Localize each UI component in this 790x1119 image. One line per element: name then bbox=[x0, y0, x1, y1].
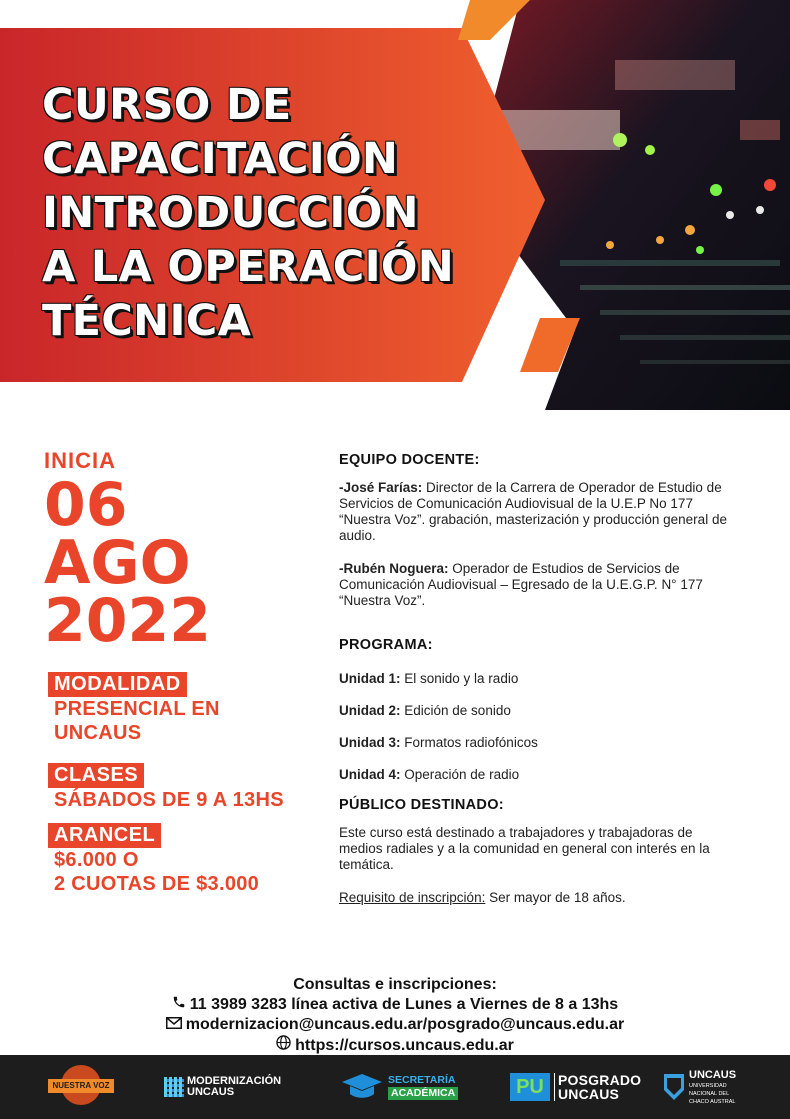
web-link[interactable]: https://cursos.uncaus.edu.ar bbox=[295, 1037, 514, 1054]
clases-block bbox=[48, 763, 284, 812]
title-line: TÉCNICA bbox=[42, 296, 252, 346]
requisito bbox=[339, 890, 739, 906]
publico-text: Este curso está destinado a trabajadores y trabajadoras de medios radiales y a la comunidad en general con interés en la temática. bbox=[339, 825, 710, 872]
uncaus-sub: CHACO AUSTRAL bbox=[689, 1098, 736, 1105]
clases-value bbox=[54, 788, 284, 812]
unit-text: El sonido y la radio bbox=[400, 671, 519, 686]
hero-banner bbox=[0, 0, 790, 410]
arancel-value bbox=[54, 848, 259, 896]
uncaus-sub: UNIVERSIDAD bbox=[689, 1082, 727, 1089]
title-line: A LA OPERACIÓN bbox=[42, 242, 455, 292]
requisito-text: Ser mayor de 18 años. bbox=[485, 890, 626, 905]
phone-icon bbox=[172, 995, 186, 1015]
member-desc: Director de la Carrera de Operador de Estudio de Servicios de Comunicación Audiovisual de la U.E.P No 177 “Nuestra Voz”. grabación, masterización y producción general de audio. bbox=[339, 480, 727, 543]
modalidad-line: UNCAUS bbox=[54, 722, 142, 744]
pos-line: UNCAUS bbox=[558, 1086, 620, 1102]
secretaria-academica-logo bbox=[340, 1055, 458, 1119]
unit-item bbox=[339, 671, 739, 687]
inicia-label: INICIA bbox=[44, 448, 116, 473]
modernizacion-logo bbox=[164, 1055, 281, 1119]
arancel-line: 2 CUOTAS DE $3.000 bbox=[54, 873, 260, 895]
contact-phone-row bbox=[0, 995, 790, 1015]
pu-mark-icon: PU bbox=[510, 1073, 550, 1101]
unit-text: Formatos radiofónicos bbox=[400, 735, 538, 750]
contact-email-row bbox=[0, 1015, 790, 1035]
modalidad-block bbox=[48, 672, 220, 745]
contact-section bbox=[0, 975, 790, 1056]
posgrado-logo bbox=[510, 1055, 641, 1119]
sec-line: ACADÉMICA bbox=[388, 1087, 458, 1100]
email-link[interactable]: modernizacion@uncaus.edu.ar/posgrado@uncaus.edu.ar bbox=[185, 1016, 625, 1033]
member-1 bbox=[339, 480, 739, 544]
start-date bbox=[44, 470, 334, 656]
sec-line: SECRETARÍA bbox=[388, 1074, 456, 1086]
publico-heading: PÚBLICO DESTINADO: bbox=[339, 797, 504, 813]
uncaus-name: UNCAUS bbox=[689, 1068, 737, 1081]
clases-line: SÁBADOS DE 9 A 13HS bbox=[54, 789, 284, 811]
unit-label: Unidad 3: bbox=[339, 735, 401, 750]
uncaus-logo bbox=[664, 1055, 736, 1119]
contact-web-row bbox=[0, 1035, 790, 1056]
date-month: AGO bbox=[44, 528, 191, 598]
footer-logos bbox=[0, 1055, 790, 1119]
member-name: -Rubén Noguera: bbox=[339, 561, 449, 576]
title-line: CURSO DE bbox=[42, 80, 292, 130]
nuestra-voz-text: NUESTRA VOZ bbox=[48, 1079, 114, 1093]
equipo-heading: EQUIPO DOCENTE: bbox=[339, 452, 480, 468]
modalidad-value bbox=[54, 697, 220, 745]
arancel-block bbox=[48, 823, 259, 896]
arancel-line: $6.000 O bbox=[54, 849, 139, 871]
unit-label: Unidad 1: bbox=[339, 671, 401, 686]
course-title bbox=[42, 78, 512, 348]
graduation-cap-icon bbox=[340, 1073, 384, 1101]
uncaus-shield-icon bbox=[664, 1074, 684, 1100]
date-year: 2022 bbox=[44, 586, 211, 656]
unit-label: Unidad 2: bbox=[339, 703, 401, 718]
globe-icon bbox=[276, 1035, 291, 1056]
start-date-block bbox=[44, 448, 334, 656]
unit-text: Operación de radio bbox=[400, 767, 520, 782]
nuestra-voz-logo bbox=[48, 1055, 114, 1119]
contact-title: Consultas e inscripciones: bbox=[293, 976, 497, 993]
phone-text: 11 3989 3283 línea activa de Lunes a Viernes de 8 a 13hs bbox=[189, 996, 619, 1013]
requisito-label: Requisito de inscripción: bbox=[339, 890, 486, 905]
unit-item bbox=[339, 735, 739, 751]
title-line: CAPACITACIÓN bbox=[42, 134, 399, 184]
envelope-icon bbox=[166, 1015, 182, 1035]
arancel-label: ARANCEL bbox=[48, 823, 161, 848]
modalidad-line: PRESENCIAL EN bbox=[54, 698, 220, 720]
member-name: -José Farías: bbox=[339, 480, 423, 495]
member-desc: Operador de Estudios de Servicios de Comunicación Audiovisual – Egresado de la U.E.G.P. N° 177 “Nuestra Voz”. bbox=[339, 561, 703, 608]
uncaus-sub: NACIONAL DEL bbox=[689, 1090, 730, 1097]
unit-item bbox=[339, 703, 739, 719]
mod-line: MODERNIZACIÓN bbox=[187, 1075, 282, 1087]
grid-icon bbox=[164, 1077, 184, 1097]
unit-label: Unidad 4: bbox=[339, 767, 401, 782]
clases-label: CLASES bbox=[48, 763, 144, 788]
details-column bbox=[339, 452, 739, 906]
title-line: INTRODUCCIÓN bbox=[42, 188, 419, 238]
unit-text: Edición de sonido bbox=[400, 703, 511, 718]
pos-line: POSGRADO bbox=[558, 1072, 642, 1088]
modalidad-label: MODALIDAD bbox=[48, 672, 187, 697]
mod-line: UNCAUS bbox=[187, 1086, 235, 1098]
date-day: 06 bbox=[44, 470, 128, 540]
programa-heading: PROGRAMA: bbox=[339, 637, 433, 653]
unit-item bbox=[339, 767, 739, 783]
member-2 bbox=[339, 561, 739, 609]
